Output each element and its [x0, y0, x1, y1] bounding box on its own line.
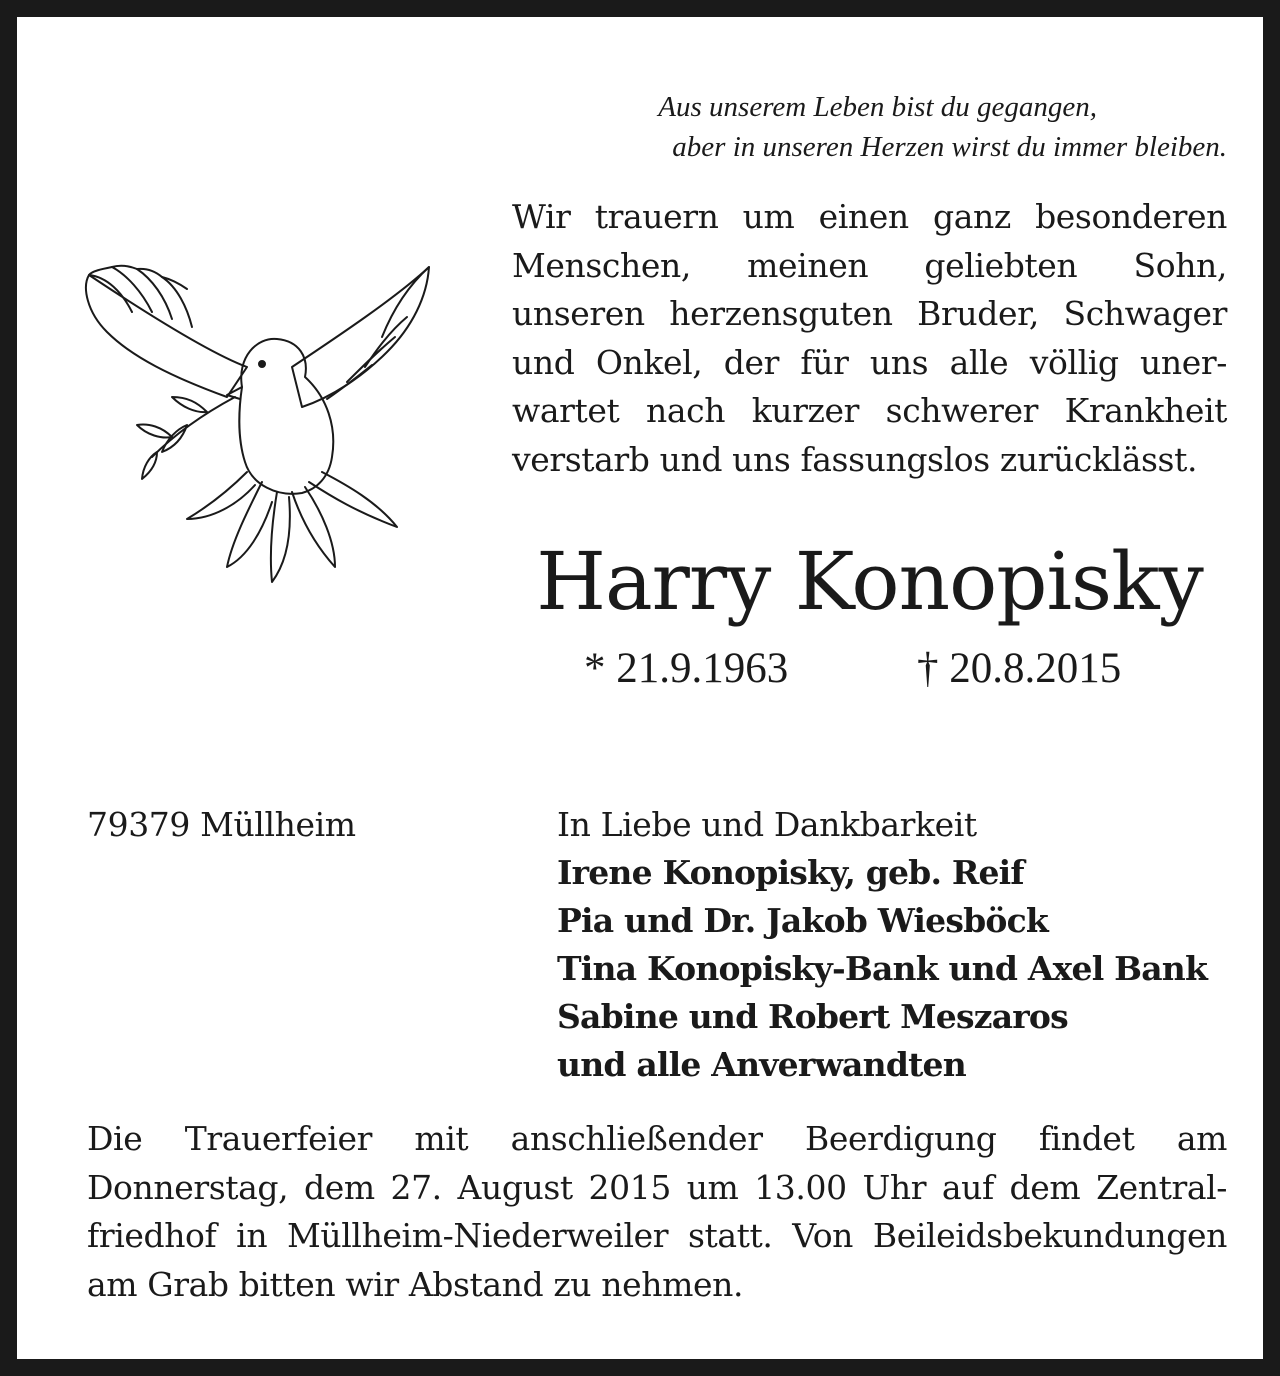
mourners-block	[557, 801, 1237, 1089]
motto-line: Aus unserem Leben bist du gegangen,	[658, 91, 1097, 123]
motto-line: aber in unseren Herzen wirst du immer bleiben.	[672, 131, 1227, 163]
intro-text	[512, 193, 1227, 484]
intro-line: unseren herzensguten Bruder, Schwager	[512, 294, 1227, 333]
signoff-text: In Liebe und Dankbarkeit	[557, 805, 977, 844]
mourner-name: Sabine und Robert Meszaros	[557, 997, 1068, 1036]
birth-date: * 21.9.1963	[584, 645, 789, 692]
intro-line: wartet nach kurzer schwerer Krankheit	[512, 391, 1227, 430]
mourner-name: Tina Konopisky-Bank und Axel Bank	[557, 949, 1208, 988]
mourner-name: und alle Anverwandten	[557, 1045, 966, 1084]
funeral-line: Donnerstag, dem 27. August 2015 um 13.00 Uhr auf dem Zentral-	[87, 1167, 1227, 1207]
death-date: † 20.8.2015	[917, 645, 1122, 692]
place-of-residence: 79379 Müllheim	[87, 805, 356, 844]
mourner-name: Irene Konopisky, geb. Reif	[557, 853, 1024, 892]
funeral-info	[87, 1115, 1227, 1309]
intro-line: und Onkel, der für uns alle völlig uner-	[512, 342, 1227, 382]
funeral-line: am Grab bitten wir Abstand zu nehmen.	[87, 1264, 744, 1304]
intro-line: verstarb und uns fassungslos zurücklässt.	[512, 439, 1198, 479]
dove-with-olive-branch-icon	[77, 257, 437, 597]
funeral-line: friedhof in Müllheim-Niederweiler statt. Von Beileidsbekundungen	[87, 1216, 1227, 1255]
motto-quote	[557, 87, 1227, 167]
deceased-name: Harry Konopisky	[536, 535, 1203, 628]
funeral-line: Die Trauerfeier mit anschließender Beerdigung findet am	[87, 1119, 1227, 1158]
intro-line: Wir trauern um einen ganz besonderen	[512, 197, 1227, 236]
intro-line: Menschen, meinen geliebten Sohn,	[512, 245, 1227, 285]
mourner-name: Pia und Dr. Jakob Wiesböck	[557, 901, 1048, 940]
